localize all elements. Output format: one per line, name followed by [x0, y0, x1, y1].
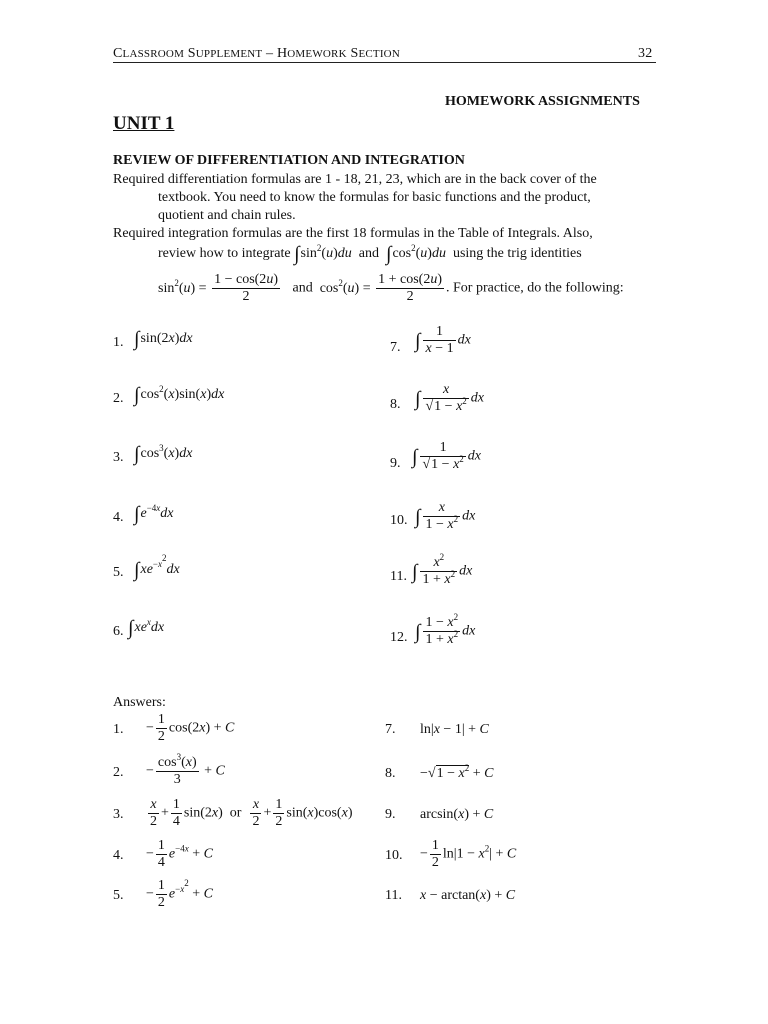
problem-number: 8. — [390, 397, 401, 412]
problem-2-expression: $\int\cos^2(x)\sin(x)dx$ — [134, 384, 225, 406]
answer-10-expression: − $\frac{1}{2}$ $\ln|1 - x^2| + C$ — [420, 838, 517, 870]
trig-identities — [158, 272, 624, 305]
header-letter: S — [187, 46, 196, 61]
problem-number: 7. — [390, 340, 401, 355]
header-rule — [113, 62, 656, 63]
problem-number: 11. — [390, 569, 407, 584]
problem-10-expression: ∫ $\frac{x}{1 - x^2}$ dx — [415, 500, 476, 532]
header-word: OMEWORK — [287, 48, 347, 60]
problem-number: 1. — [113, 335, 124, 350]
problem-1-expression: ∫sin(2x)dx — [134, 328, 193, 350]
answer-number: 4. — [113, 848, 124, 863]
header-letter: H — [276, 46, 288, 61]
answer-number: 1. — [113, 722, 124, 737]
answer-4-expression: − $\frac{1}{4}$ $e^{-4x} + C$ — [146, 838, 213, 870]
answer-2-expression: − $\frac{\cos^3(x)}{3}$ + C — [146, 752, 225, 787]
header-word: UPPLEMENT — [195, 48, 263, 60]
problem-number: 3. — [113, 450, 124, 465]
answers-label: Answers: — [113, 695, 166, 710]
int-line-1: Required integration formulas are the first 18 formulas in the Table of Integrals. Also, — [113, 226, 593, 241]
problem-number: 2. — [113, 391, 124, 406]
answer-number: 8. — [385, 766, 396, 781]
int-line-2 — [158, 245, 582, 263]
problem-6-expression: $\int xe^xdx$ — [128, 617, 165, 639]
header-letter: C — [113, 46, 123, 61]
header-dash: – — [262, 46, 277, 61]
int-line-2-and: and — [358, 246, 379, 261]
problem-11-expression: ∫ $\frac{x^2}{1 + x^2}$ dx — [412, 552, 473, 587]
answer-5-expression: − $\frac{1}{2}$ $e^{-x^2} + C$ — [146, 877, 213, 910]
section-title: REVIEW OF DIFFERENTIATION AND INTEGRATION — [113, 153, 465, 168]
answer-11-expression: x − arctan(x) + C — [420, 888, 516, 903]
answer-9-expression: arcsin(x) + C — [420, 807, 494, 822]
answer-number: 10. — [385, 848, 403, 863]
running-header — [113, 46, 400, 62]
diff-line-2: textbook. You need to know the formulas for basic functions and the product, — [158, 190, 591, 205]
answer-7-expression: ln|x − 1| + C — [420, 722, 489, 737]
unit-title: UNIT 1 — [113, 113, 175, 134]
int-line-2-text: review how to integrate — [158, 246, 291, 261]
problem-4-expression: $\int e^{-4x}dx$ — [134, 503, 174, 525]
answer-3-or: or — [229, 805, 242, 821]
answer-3-expression: $\frac{x}{2}$ + $\frac{1}{4}$ sin(2x) or $\frac{x}{2}$ + $\frac{1}{2}$ sin(x)cos(x) — [150, 797, 353, 829]
problem-12-expression: ∫ $\frac{1 - x^2}{1 + x^2}$ dx — [415, 612, 476, 647]
problem-5-expression: $\int xe^{-x^2}dx$ — [134, 553, 180, 581]
answer-number: 7. — [385, 722, 396, 737]
sin-identity: $\sin^2(u)$ = $\frac{1 - \cos(2u)}{2}$ — [158, 272, 278, 304]
answer-number: 2. — [113, 765, 124, 780]
problem-number: 10. — [390, 513, 408, 528]
page-number: 32 — [638, 46, 653, 61]
problem-3-expression: $\int\cos^3(x)dx$ — [134, 443, 193, 465]
answer-8-expression: $-√1 - x^2 + C$ — [420, 763, 494, 781]
answer-number: 9. — [385, 807, 396, 822]
answer-1-expression: − $\frac{1}{2}$ cos(2x) + C — [146, 712, 235, 744]
problem-number: 12. — [390, 630, 408, 645]
diff-line-3: quotient and chain rules. — [158, 208, 296, 223]
header-word: LASSROOM — [122, 48, 185, 60]
cos-squared-integral: $\int\cos^2(u)du$ — [385, 243, 446, 265]
problem-number: 6. — [113, 624, 124, 639]
problem-9-expression: ∫ $\frac{1}{√1 - x^2}$ dx — [412, 440, 482, 472]
header-letter: S — [350, 46, 359, 61]
cos-identity: $\cos^2(u)$ = $\frac{1 + \cos(2u)}{2}$ — [319, 272, 443, 304]
problem-8-expression: ∫ $\frac{x}{√1 - x^2}$ dx — [415, 382, 485, 414]
problem-7-expression: ∫ $\frac{1}{x - 1}$ dx — [415, 324, 471, 356]
header-word: ECTION — [358, 48, 400, 60]
sin-squared-integral: $\int\sin^2(u)du$ — [294, 243, 352, 265]
identities-and: and — [292, 280, 313, 296]
answer-number: 11. — [385, 888, 402, 903]
assignments-heading: HOMEWORK ASSIGNMENTS — [445, 94, 640, 109]
answer-number: 5. — [113, 888, 124, 903]
problem-number: 4. — [113, 510, 124, 525]
problem-number: 5. — [113, 565, 124, 580]
problem-number: 9. — [390, 456, 401, 471]
identities-post: . For practice, do the following: — [446, 280, 624, 296]
answer-number: 3. — [113, 807, 124, 822]
diff-line-1: Required differentiation formulas are 1 - 18, 21, 23, which are in the back cover of the — [113, 172, 597, 187]
int-line-2-post: using the trig identities — [452, 246, 582, 261]
